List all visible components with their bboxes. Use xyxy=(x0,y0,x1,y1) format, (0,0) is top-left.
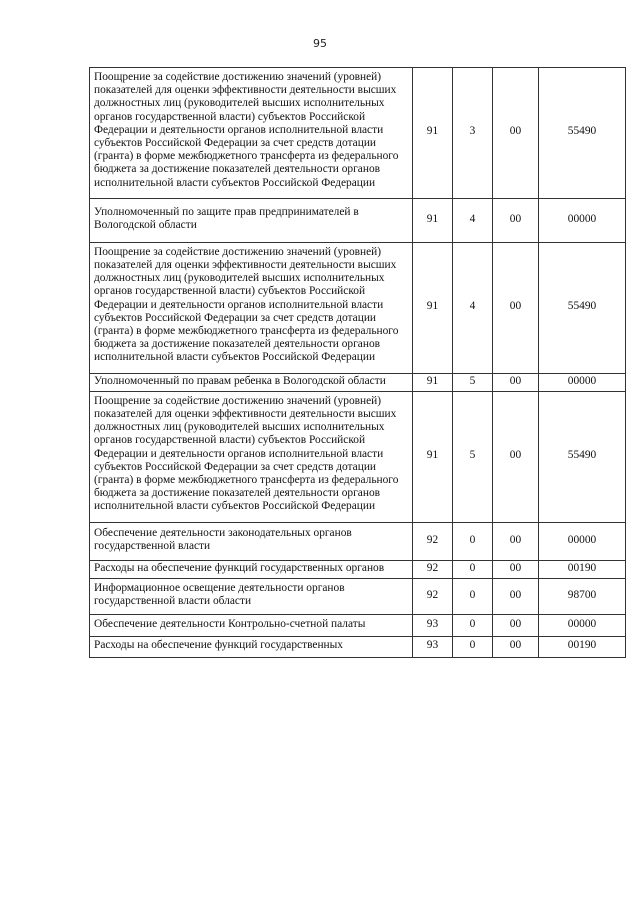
program-code: 92 xyxy=(413,560,453,578)
table-row xyxy=(90,522,626,560)
program-code: 91 xyxy=(413,198,453,242)
event-code: 00 xyxy=(493,614,539,636)
row-description: Обеспечение деятельности законодательных органов государственной власти xyxy=(90,522,413,560)
subprogram-code: 5 xyxy=(453,373,493,391)
direction-code: 55490 xyxy=(539,68,626,199)
program-code: 92 xyxy=(413,522,453,560)
direction-code: 00000 xyxy=(539,522,626,560)
subprogram-code: 4 xyxy=(453,198,493,242)
program-code: 93 xyxy=(413,614,453,636)
row-description: Поощрение за содействие достижению значений (уровней) показателей для оценки эффективности деятельности высших должностных лиц (руководителей высших исполнительных органов государственной власти) субъектов Российской Федерации и деятельности органов исполнительной власти субъектов Российской Федерации за счет средств дотации (гранта) в форме межбюджетного трансферта из федерального бюджета за достижение показателей деятельности органов исполнительной власти субъектов Российской Федерации xyxy=(90,242,413,373)
page-number: 95 xyxy=(313,37,327,50)
row-description: Поощрение за содействие достижению значений (уровней) показателей для оценки эффективности деятельности высших должностных лиц (руководителей высших исполнительных органов государственной власти) субъектов Российской Федерации и деятельности органов исполнительной власти субъектов Российской Федерации за счет средств дотации (гранта) в форме межбюджетного трансферта из федерального бюджета за достижение показателей деятельности органов исполнительной власти субъектов Российской Федерации xyxy=(90,391,413,522)
subprogram-code: 4 xyxy=(453,242,493,373)
row-description: Уполномоченный по защите прав предпринимателей в Вологодской области xyxy=(90,198,413,242)
direction-code: 00190 xyxy=(539,560,626,578)
row-description: Поощрение за содействие достижению значений (уровней) показателей для оценки эффективности деятельности высших должностных лиц (руководителей высших исполнительных органов государственной власти) субъектов Российской Федерации и деятельности органов исполнительной власти субъектов Российской Федерации за счет средств дотации (гранта) в форме межбюджетного трансферта из федерального бюджета за достижение показателей деятельности органов исполнительной власти субъектов Российской Федерации xyxy=(90,68,413,199)
table-row xyxy=(90,198,626,242)
program-code: 91 xyxy=(413,242,453,373)
direction-code: 00000 xyxy=(539,198,626,242)
direction-code: 00000 xyxy=(539,373,626,391)
program-code: 93 xyxy=(413,636,453,657)
program-code: 91 xyxy=(413,391,453,522)
direction-code: 98700 xyxy=(539,578,626,614)
event-code: 00 xyxy=(493,578,539,614)
event-code: 00 xyxy=(493,242,539,373)
row-description: Расходы на обеспечение функций государственных xyxy=(90,636,413,657)
subprogram-code: 5 xyxy=(453,391,493,522)
row-description: Расходы на обеспечение функций государственных органов xyxy=(90,560,413,578)
subprogram-code: 0 xyxy=(453,614,493,636)
program-code: 91 xyxy=(413,373,453,391)
direction-code: 00190 xyxy=(539,636,626,657)
subprogram-code: 0 xyxy=(453,560,493,578)
event-code: 00 xyxy=(493,560,539,578)
direction-code: 00000 xyxy=(539,614,626,636)
table-row xyxy=(90,636,626,657)
table-row xyxy=(90,373,626,391)
program-code: 92 xyxy=(413,578,453,614)
event-code: 00 xyxy=(493,68,539,199)
table-row xyxy=(90,614,626,636)
table-row xyxy=(90,68,626,199)
subprogram-code: 0 xyxy=(453,636,493,657)
row-description: Уполномоченный по правам ребенка в Вологодской области xyxy=(90,373,413,391)
table-row xyxy=(90,391,626,522)
subprogram-code: 3 xyxy=(453,68,493,199)
event-code: 00 xyxy=(493,391,539,522)
row-description: Информационное освещение деятельности органов государственной власти области xyxy=(90,578,413,614)
budget-classification-table xyxy=(89,67,626,658)
table-row xyxy=(90,560,626,578)
table-row xyxy=(90,578,626,614)
event-code: 00 xyxy=(493,522,539,560)
program-code: 91 xyxy=(413,68,453,199)
direction-code: 55490 xyxy=(539,391,626,522)
subprogram-code: 0 xyxy=(453,578,493,614)
event-code: 00 xyxy=(493,198,539,242)
table-row xyxy=(90,242,626,373)
direction-code: 55490 xyxy=(539,242,626,373)
row-description: Обеспечение деятельности Контрольно-счетной палаты xyxy=(90,614,413,636)
subprogram-code: 0 xyxy=(453,522,493,560)
event-code: 00 xyxy=(493,373,539,391)
event-code: 00 xyxy=(493,636,539,657)
